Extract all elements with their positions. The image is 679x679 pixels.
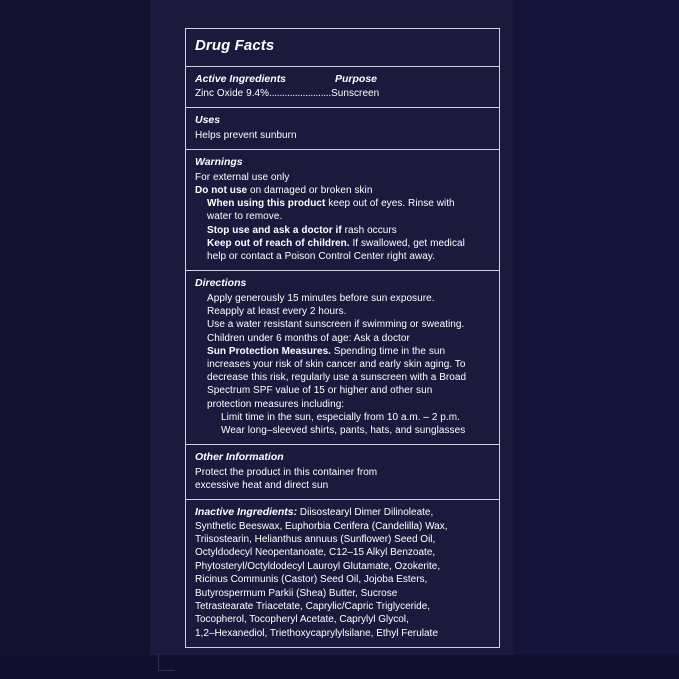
directions-line-5-cont-2: decrease this risk, regularly use a sunscreen with a Broad: [207, 372, 467, 384]
other-information-heading: Other Information: [195, 451, 284, 464]
directions-line-5-cont-4: protection measures including:: [207, 398, 345, 410]
drug-facts-panel: [185, 28, 500, 648]
warnings-line-5-cont: help or contact a Poison Control Center right away.: [207, 251, 436, 263]
warnings-line-4-bold: Stop use and ask a doctor if: [207, 224, 342, 236]
section-uses: [186, 108, 499, 150]
inactive-ingredients-line-7: Butyrospermum Parkii (Shea) Butter, Sucrose: [195, 587, 398, 599]
section-title: [186, 29, 499, 67]
section-warnings: [186, 150, 499, 271]
directions-bullet-2: Wear long–sleeved shirts, pants, hats, and sunglasses: [221, 424, 466, 436]
warnings-line-5: [195, 237, 490, 250]
active-ingredient-row: [195, 87, 490, 100]
background-left-edge: [0, 0, 150, 679]
other-information-line-1: Protect the product in this container from: [195, 466, 378, 478]
directions-line-1: Apply generously 15 minutes before sun exposure.: [207, 292, 435, 304]
active-ingredient-purpose: Sunscreen: [331, 88, 380, 100]
warnings-line-2-rest: on damaged or broken skin: [247, 185, 373, 197]
directions-bullet-1: Limit time in the sun, especially from 10 a.m. – 2 p.m.: [221, 411, 460, 423]
uses-text: Helps prevent sunburn: [195, 129, 297, 141]
directions-line-2: Reapply at least every 2 hours.: [207, 306, 347, 318]
warnings-line-2-bold: Do not use: [195, 185, 248, 197]
background-right-edge: [513, 0, 679, 679]
directions-line-4: Children under 6 months of age: Ask a doctor: [207, 332, 410, 344]
other-information-line-2: excessive heat and direct sun: [195, 479, 329, 491]
section-active-ingredients: [186, 67, 499, 109]
directions-line-5-cont-1: increases your risk of skin cancer and early skin aging. To: [207, 358, 466, 370]
active-ingredients-heading: Active Ingredients: [195, 72, 287, 85]
warnings-line-4-rest: rash occurs: [341, 224, 397, 236]
purpose-heading: Purpose: [335, 72, 378, 85]
directions-line-5-rest: Spending time in the sun: [331, 345, 446, 357]
inactive-ingredients-line-8: Tetrastearate Triacetate, Caprylic/Capric Triglyceride,: [195, 601, 431, 613]
warnings-line-3-rest: keep out of eyes. Rinse with: [325, 198, 455, 210]
directions-line-5-cont-3: Spectrum SPF value of 15 or higher and other sun: [207, 385, 433, 397]
inactive-ingredients-line-10: 1,2–Hexanediol, Triethoxycaprylylsilane, Ethyl Ferulate: [195, 627, 438, 639]
warnings-line-2: [195, 184, 490, 197]
inactive-ingredients-line-1: [195, 506, 490, 519]
section-directions: [186, 271, 499, 445]
warnings-line-3-cont: water to remove.: [207, 211, 283, 223]
inactive-ingredients-line-5: Phytosteryl/Octyldodecyl Lauroyl Glutamate, Ozokerite,: [195, 560, 441, 572]
directions-line-5-bold: Sun Protection Measures.: [207, 345, 332, 357]
package-corner-mark: [158, 654, 175, 671]
warnings-line-5-bold: Keep out of reach of children.: [207, 237, 350, 249]
inactive-ingredients-heading: Inactive Ingredients:: [195, 506, 298, 519]
inactive-ingredients-line-1-rest: Diisostearyl Dimer Dilinoleate,: [297, 507, 434, 519]
inactive-ingredients-line-3: Triisostearin, Helianthus annuus (Sunflower) Seed Oil,: [195, 533, 436, 545]
directions-line-5: [195, 345, 490, 358]
inactive-ingredients-line-6: Ricinus Communis (Castor) Seed Oil, Jojoba Esters,: [195, 574, 428, 586]
warnings-line-5-rest: If swallowed, get medical: [349, 237, 465, 249]
background-bottom-edge: [0, 655, 679, 679]
uses-heading: Uses: [195, 114, 221, 127]
dot-leader: ........................: [269, 88, 332, 100]
active-ingredient-name: Zinc Oxide 9.4%: [195, 88, 270, 100]
directions-heading: Directions: [195, 277, 247, 290]
section-other-information: [186, 445, 499, 500]
section-inactive-ingredients: [186, 500, 499, 647]
warnings-line-3: [195, 197, 490, 210]
inactive-ingredients-line-2: Synthetic Beeswax, Euphorbia Cerifera (Candelilla) Wax,: [195, 520, 448, 532]
inactive-ingredients-line-4: Octyldodecyl Neopentanoate, C12–15 Alkyl Benzoate,: [195, 547, 436, 559]
warnings-line-4: [195, 224, 490, 237]
warnings-heading: Warnings: [195, 156, 243, 169]
drug-facts-title: Drug Facts: [195, 37, 275, 54]
directions-line-3: Use a water resistant sunscreen if swimming or sweating.: [207, 319, 465, 331]
warnings-line-3-bold: When using this product: [207, 198, 326, 210]
warnings-line-1: For external use only: [195, 171, 290, 183]
inactive-ingredients-line-9: Tocopherol, Tocopheryl Acetate, Caprylyl Glycol,: [195, 614, 409, 626]
